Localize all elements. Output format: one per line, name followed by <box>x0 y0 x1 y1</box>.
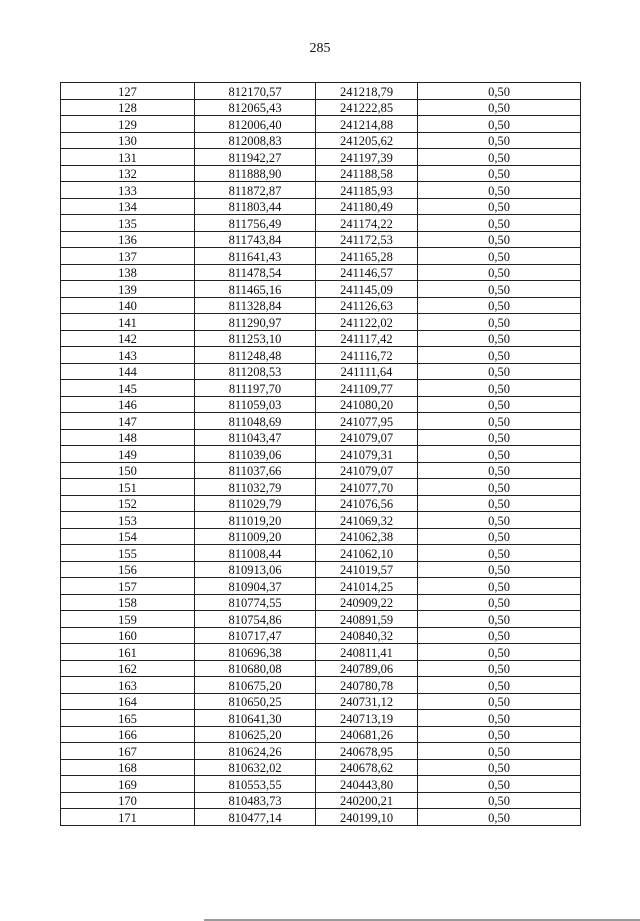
table-row <box>61 528 581 545</box>
point-number-cell: 163 <box>61 677 195 694</box>
table-row <box>61 644 581 661</box>
x-coordinate-cell: 810641,30 <box>195 710 316 727</box>
accuracy-cell: 0,50 <box>418 165 581 182</box>
table-row <box>61 710 581 727</box>
table-row <box>61 809 581 826</box>
point-number-cell: 143 <box>61 347 195 364</box>
table-row <box>61 330 581 347</box>
accuracy-cell: 0,50 <box>418 413 581 430</box>
x-coordinate-cell: 811290,97 <box>195 314 316 331</box>
accuracy-cell: 0,50 <box>418 149 581 166</box>
table-row <box>61 264 581 281</box>
y-coordinate-cell: 241080,20 <box>316 396 418 413</box>
x-coordinate-cell: 810913,06 <box>195 561 316 578</box>
table-row <box>61 396 581 413</box>
x-coordinate-cell: 810904,37 <box>195 578 316 595</box>
table-row <box>61 479 581 496</box>
y-coordinate-cell: 241062,10 <box>316 545 418 562</box>
y-coordinate-cell: 241079,31 <box>316 446 418 463</box>
table-row <box>61 281 581 298</box>
table-row <box>61 594 581 611</box>
y-coordinate-cell: 240891,59 <box>316 611 418 628</box>
y-coordinate-cell: 241111,64 <box>316 363 418 380</box>
point-number-cell: 130 <box>61 132 195 149</box>
point-number-cell: 168 <box>61 759 195 776</box>
accuracy-cell: 0,50 <box>418 710 581 727</box>
x-coordinate-cell: 810774,55 <box>195 594 316 611</box>
accuracy-cell: 0,50 <box>418 83 581 100</box>
table-row <box>61 314 581 331</box>
x-coordinate-cell: 812170,57 <box>195 83 316 100</box>
x-coordinate-cell: 811641,43 <box>195 248 316 265</box>
y-coordinate-cell: 241079,07 <box>316 462 418 479</box>
table-row <box>61 132 581 149</box>
x-coordinate-cell: 810477,14 <box>195 809 316 826</box>
y-coordinate-cell: 241145,09 <box>316 281 418 298</box>
accuracy-cell: 0,50 <box>418 380 581 397</box>
accuracy-cell: 0,50 <box>418 446 581 463</box>
x-coordinate-cell: 811465,16 <box>195 281 316 298</box>
table-row <box>61 512 581 529</box>
accuracy-cell: 0,50 <box>418 743 581 760</box>
x-coordinate-cell: 811248,48 <box>195 347 316 364</box>
point-number-cell: 131 <box>61 149 195 166</box>
point-number-cell: 145 <box>61 380 195 397</box>
y-coordinate-cell: 241197,39 <box>316 149 418 166</box>
table-row <box>61 693 581 710</box>
point-number-cell: 137 <box>61 248 195 265</box>
y-coordinate-cell: 241172,53 <box>316 231 418 248</box>
x-coordinate-cell: 811756,49 <box>195 215 316 232</box>
point-number-cell: 161 <box>61 644 195 661</box>
x-coordinate-cell: 811743,84 <box>195 231 316 248</box>
accuracy-cell: 0,50 <box>418 462 581 479</box>
y-coordinate-cell: 241014,25 <box>316 578 418 595</box>
x-coordinate-cell: 811043,47 <box>195 429 316 446</box>
x-coordinate-cell: 810696,38 <box>195 644 316 661</box>
table-row <box>61 116 581 133</box>
point-number-cell: 153 <box>61 512 195 529</box>
point-number-cell: 141 <box>61 314 195 331</box>
y-coordinate-cell: 241062,38 <box>316 528 418 545</box>
accuracy-cell: 0,50 <box>418 545 581 562</box>
point-number-cell: 170 <box>61 792 195 809</box>
table-row <box>61 165 581 182</box>
accuracy-cell: 0,50 <box>418 198 581 215</box>
y-coordinate-cell: 241185,93 <box>316 182 418 199</box>
accuracy-cell: 0,50 <box>418 561 581 578</box>
accuracy-cell: 0,50 <box>418 281 581 298</box>
accuracy-cell: 0,50 <box>418 429 581 446</box>
accuracy-cell: 0,50 <box>418 693 581 710</box>
table-row <box>61 627 581 644</box>
y-coordinate-cell: 241076,56 <box>316 495 418 512</box>
x-coordinate-cell: 812008,83 <box>195 132 316 149</box>
point-number-cell: 152 <box>61 495 195 512</box>
point-number-cell: 157 <box>61 578 195 595</box>
point-number-cell: 138 <box>61 264 195 281</box>
y-coordinate-cell: 240713,19 <box>316 710 418 727</box>
y-coordinate-cell: 240731,12 <box>316 693 418 710</box>
y-coordinate-cell: 241174,22 <box>316 215 418 232</box>
table-row <box>61 776 581 793</box>
accuracy-cell: 0,50 <box>418 528 581 545</box>
x-coordinate-cell: 810632,02 <box>195 759 316 776</box>
point-number-cell: 169 <box>61 776 195 793</box>
accuracy-cell: 0,50 <box>418 264 581 281</box>
x-coordinate-cell: 811478,54 <box>195 264 316 281</box>
point-number-cell: 135 <box>61 215 195 232</box>
y-coordinate-cell: 240789,06 <box>316 660 418 677</box>
table-row <box>61 446 581 463</box>
x-coordinate-cell: 810675,20 <box>195 677 316 694</box>
x-coordinate-cell: 812006,40 <box>195 116 316 133</box>
table-row <box>61 611 581 628</box>
accuracy-cell: 0,50 <box>418 512 581 529</box>
table-row <box>61 578 581 595</box>
y-coordinate-cell: 240780,78 <box>316 677 418 694</box>
x-coordinate-cell: 810553,55 <box>195 776 316 793</box>
point-number-cell: 165 <box>61 710 195 727</box>
x-coordinate-cell: 811208,53 <box>195 363 316 380</box>
accuracy-cell: 0,50 <box>418 495 581 512</box>
table-row <box>61 215 581 232</box>
x-coordinate-cell: 811803,44 <box>195 198 316 215</box>
x-coordinate-cell: 810624,26 <box>195 743 316 760</box>
table-row <box>61 248 581 265</box>
y-coordinate-cell: 241109,77 <box>316 380 418 397</box>
accuracy-cell: 0,50 <box>418 396 581 413</box>
accuracy-cell: 0,50 <box>418 116 581 133</box>
y-coordinate-cell: 241165,28 <box>316 248 418 265</box>
accuracy-cell: 0,50 <box>418 182 581 199</box>
point-number-cell: 134 <box>61 198 195 215</box>
y-coordinate-cell: 241218,79 <box>316 83 418 100</box>
point-number-cell: 162 <box>61 660 195 677</box>
point-number-cell: 154 <box>61 528 195 545</box>
accuracy-cell: 0,50 <box>418 330 581 347</box>
y-coordinate-cell: 241222,85 <box>316 99 418 116</box>
accuracy-cell: 0,50 <box>418 660 581 677</box>
point-number-cell: 147 <box>61 413 195 430</box>
x-coordinate-cell: 811009,20 <box>195 528 316 545</box>
y-coordinate-cell: 241079,07 <box>316 429 418 446</box>
y-coordinate-cell: 240811,41 <box>316 644 418 661</box>
accuracy-cell: 0,50 <box>418 759 581 776</box>
accuracy-cell: 0,50 <box>418 132 581 149</box>
table-row <box>61 363 581 380</box>
table-row <box>61 99 581 116</box>
x-coordinate-cell: 811888,90 <box>195 165 316 182</box>
x-coordinate-cell: 811039,06 <box>195 446 316 463</box>
y-coordinate-cell: 241077,95 <box>316 413 418 430</box>
x-coordinate-cell: 810754,86 <box>195 611 316 628</box>
table-row <box>61 677 581 694</box>
y-coordinate-cell: 241180,49 <box>316 198 418 215</box>
x-coordinate-cell: 811942,27 <box>195 149 316 166</box>
point-number-cell: 149 <box>61 446 195 463</box>
point-number-cell: 171 <box>61 809 195 826</box>
x-coordinate-cell: 811037,66 <box>195 462 316 479</box>
accuracy-cell: 0,50 <box>418 363 581 380</box>
accuracy-cell: 0,50 <box>418 726 581 743</box>
accuracy-cell: 0,50 <box>418 677 581 694</box>
point-number-cell: 144 <box>61 363 195 380</box>
table-row <box>61 660 581 677</box>
table-row <box>61 759 581 776</box>
accuracy-cell: 0,50 <box>418 347 581 364</box>
table-row <box>61 380 581 397</box>
accuracy-cell: 0,50 <box>418 297 581 314</box>
point-number-cell: 156 <box>61 561 195 578</box>
coordinates-table-body <box>61 83 581 826</box>
x-coordinate-cell: 811048,69 <box>195 413 316 430</box>
point-number-cell: 139 <box>61 281 195 298</box>
table-row <box>61 495 581 512</box>
accuracy-cell: 0,50 <box>418 809 581 826</box>
y-coordinate-cell: 240443,80 <box>316 776 418 793</box>
accuracy-cell: 0,50 <box>418 578 581 595</box>
accuracy-cell: 0,50 <box>418 594 581 611</box>
accuracy-cell: 0,50 <box>418 215 581 232</box>
table-row <box>61 347 581 364</box>
y-coordinate-cell: 241205,62 <box>316 132 418 149</box>
x-coordinate-cell: 810483,73 <box>195 792 316 809</box>
y-coordinate-cell: 241122,02 <box>316 314 418 331</box>
x-coordinate-cell: 810625,20 <box>195 726 316 743</box>
point-number-cell: 150 <box>61 462 195 479</box>
coordinates-table <box>60 82 581 826</box>
accuracy-cell: 0,50 <box>418 479 581 496</box>
y-coordinate-cell: 241069,32 <box>316 512 418 529</box>
table-row <box>61 462 581 479</box>
accuracy-cell: 0,50 <box>418 248 581 265</box>
x-coordinate-cell: 810680,08 <box>195 660 316 677</box>
table-row <box>61 545 581 562</box>
x-coordinate-cell: 811008,44 <box>195 545 316 562</box>
y-coordinate-cell: 241126,63 <box>316 297 418 314</box>
y-coordinate-cell: 240678,95 <box>316 743 418 760</box>
x-coordinate-cell: 811059,03 <box>195 396 316 413</box>
table-row <box>61 429 581 446</box>
x-coordinate-cell: 811872,87 <box>195 182 316 199</box>
accuracy-cell: 0,50 <box>418 611 581 628</box>
point-number-cell: 148 <box>61 429 195 446</box>
y-coordinate-cell: 240681,26 <box>316 726 418 743</box>
x-coordinate-cell: 811328,84 <box>195 297 316 314</box>
table-row <box>61 198 581 215</box>
table-row <box>61 413 581 430</box>
y-coordinate-cell: 240840,32 <box>316 627 418 644</box>
y-coordinate-cell: 241188,58 <box>316 165 418 182</box>
x-coordinate-cell: 810717,47 <box>195 627 316 644</box>
point-number-cell: 158 <box>61 594 195 611</box>
table-row <box>61 83 581 100</box>
table-row <box>61 743 581 760</box>
table-row <box>61 149 581 166</box>
accuracy-cell: 0,50 <box>418 231 581 248</box>
point-number-cell: 133 <box>61 182 195 199</box>
point-number-cell: 155 <box>61 545 195 562</box>
x-coordinate-cell: 811197,70 <box>195 380 316 397</box>
x-coordinate-cell: 810650,25 <box>195 693 316 710</box>
point-number-cell: 128 <box>61 99 195 116</box>
y-coordinate-cell: 240199,10 <box>316 809 418 826</box>
y-coordinate-cell: 241116,72 <box>316 347 418 364</box>
point-number-cell: 166 <box>61 726 195 743</box>
accuracy-cell: 0,50 <box>418 314 581 331</box>
x-coordinate-cell: 811019,20 <box>195 512 316 529</box>
x-coordinate-cell: 811029,79 <box>195 495 316 512</box>
point-number-cell: 167 <box>61 743 195 760</box>
point-number-cell: 136 <box>61 231 195 248</box>
y-coordinate-cell: 240909,22 <box>316 594 418 611</box>
point-number-cell: 160 <box>61 627 195 644</box>
table-row <box>61 726 581 743</box>
point-number-cell: 151 <box>61 479 195 496</box>
table-row <box>61 182 581 199</box>
y-coordinate-cell: 241117,42 <box>316 330 418 347</box>
table-row <box>61 792 581 809</box>
page-number: 285 <box>309 41 331 56</box>
accuracy-cell: 0,50 <box>418 627 581 644</box>
accuracy-cell: 0,50 <box>418 776 581 793</box>
point-number-cell: 159 <box>61 611 195 628</box>
y-coordinate-cell: 240200,21 <box>316 792 418 809</box>
point-number-cell: 164 <box>61 693 195 710</box>
point-number-cell: 146 <box>61 396 195 413</box>
table-row <box>61 561 581 578</box>
accuracy-cell: 0,50 <box>418 99 581 116</box>
accuracy-cell: 0,50 <box>418 644 581 661</box>
point-number-cell: 127 <box>61 83 195 100</box>
x-coordinate-cell: 811253,10 <box>195 330 316 347</box>
y-coordinate-cell: 241146,57 <box>316 264 418 281</box>
y-coordinate-cell: 240678,62 <box>316 759 418 776</box>
y-coordinate-cell: 241019,57 <box>316 561 418 578</box>
accuracy-cell: 0,50 <box>418 792 581 809</box>
y-coordinate-cell: 241214,88 <box>316 116 418 133</box>
x-coordinate-cell: 811032,79 <box>195 479 316 496</box>
table-row <box>61 297 581 314</box>
y-coordinate-cell: 241077,70 <box>316 479 418 496</box>
table-row <box>61 231 581 248</box>
point-number-cell: 132 <box>61 165 195 182</box>
x-coordinate-cell: 812065,43 <box>195 99 316 116</box>
point-number-cell: 129 <box>61 116 195 133</box>
point-number-cell: 142 <box>61 330 195 347</box>
point-number-cell: 140 <box>61 297 195 314</box>
